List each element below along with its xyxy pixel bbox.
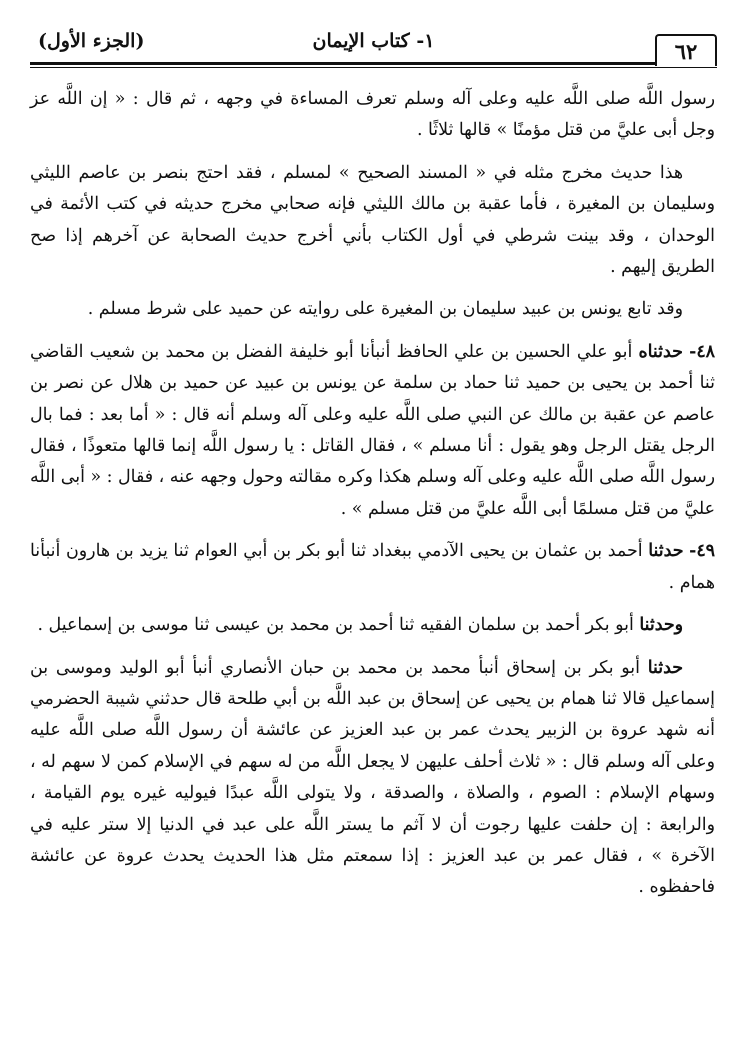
paragraph-3: [30, 294, 715, 325]
chain-3-lead: حدثنا: [647, 657, 683, 678]
hadith-48-number: ٤٨-: [689, 341, 716, 362]
paragraph-2-text: هذا حديث مخرج مثله في « المسند الصحيح » لمسلم ، فقد احتج بنصر بن عاصم الليثي وسليمان بن المغيرة ، فأما عقبة بن مالك الليثي فإنه صحابي مخرج حديثه في كتب الأئمة في الوحدان ، وقد بينت شرطي في أول الكتاب بأني أخرج حديث الصحابة عن آخرهم إذا صح الطريق إليهم .: [30, 162, 715, 278]
chain-2: [30, 610, 715, 641]
hadith-48: [30, 337, 715, 525]
chain-3: [30, 653, 715, 904]
chain-3-text: أبو بكر بن إسحاق أنبأ محمد بن محمد بن حبان الأنصاري أنبأ أبو الوليد وموسى بن إسماعيل قالا ثنا همام بن يحيى عن إسحاق بن عبد اللَّه بن أبي طلحة قال حدثني شيبة الحضرمي أنه شهد عروة بن الزبير يحدث عمر بن عبد العزيز عن عائشة أن رسول اللَّه صلى اللَّه عليه وعلى آله وسلم قال : « ثلاث أحلف عليهن لا يجعل اللَّه من له سهم في الإسلام كمن لا سهم له ، وسهام الإسلام : الصوم ، والصلاة ، والصدقة ، ولا يتولى اللَّه عبدًا فيوليه غيره يوم القيامة ، والرابعة : إن حلفت عليها رجوت أن لا آثم ما يستر اللَّه على عبد في الدنيا إلا ستر عليه في الآخرة » ، فقال عمر بن عبد العزيز : إذا سمعتم مثل هذا الحديث يحدث عروة عن عائشة فاحفظوه .: [30, 657, 715, 898]
hadith-49-text: أحمد بن عثمان بن يحيى الآدمي ببغداد ثنا أبو بكر بن أبي العوام ثنا يزيد بن هارون أنبأنا همام .: [30, 541, 715, 593]
paragraph-3-text: وقد تابع يونس بن عبيد سليمان بن المغيرة على روايته عن حميد على شرط مسلم .: [87, 299, 683, 320]
hadith-49-number: ٤٩-: [689, 541, 715, 562]
page-number: ٦٢: [655, 34, 717, 66]
chain-2-lead: وحدثنا: [639, 615, 683, 636]
page-header: [30, 26, 717, 68]
chapter-title: ١- كتاب الإيمان: [312, 30, 435, 52]
paragraph-1: [30, 84, 715, 147]
page-body: [30, 84, 715, 915]
hadith-49: [30, 536, 715, 599]
paragraph-2: [30, 158, 715, 284]
volume-label: (الجزء الأول): [38, 30, 145, 52]
paragraph-1-text: رسول اللَّه صلى اللَّه عليه وعلى آله وسلم تعرف المساءة في وجهه ، ثم قال : « إن اللَّه عز وجل أبى عليَّ من قتل مؤمنًا » قالها ثلاثًا .: [30, 89, 715, 141]
hadith-48-text: أبو علي الحسين بن علي الحافظ أنبأنا أبو خليفة الفضل بن محمد بن شعيب القاضي ثنا أحمد بن يحيى بن حميد ثنا حماد بن سلمة عن يونس بن عبيد عن حميد بن هلال عن نصر بن عاصم عن عقبة بن مالك عن النبي صلى اللَّه عليه وعلى آله وسلم أنه قال : « أما بعد : فما بال الرجل يقتل الرجل وهو يقول : أنا مسلم » ، فقال القاتل : يا رسول اللَّه إنما قالها متعوذًا ، فقال رسول اللَّه صلى اللَّه عليه وعلى آله وسلم هكذا وكره مقالته وحول وجهه عنه ، فقال : « أبى اللَّه عليَّ من قتل مسلمًا أبى اللَّه عليَّ من قتل مسلم » .: [30, 341, 715, 519]
chain-2-text: أبو بكر أحمد بن سلمان الفقيه ثنا أحمد بن محمد بن عيسى ثنا موسى بن إسماعيل .: [37, 615, 634, 636]
header-rule-thin: [30, 67, 717, 68]
hadith-49-lead: حدثنا: [648, 541, 684, 562]
header-rule-thick: [30, 62, 717, 65]
hadith-48-lead: حدثناه: [638, 341, 683, 362]
